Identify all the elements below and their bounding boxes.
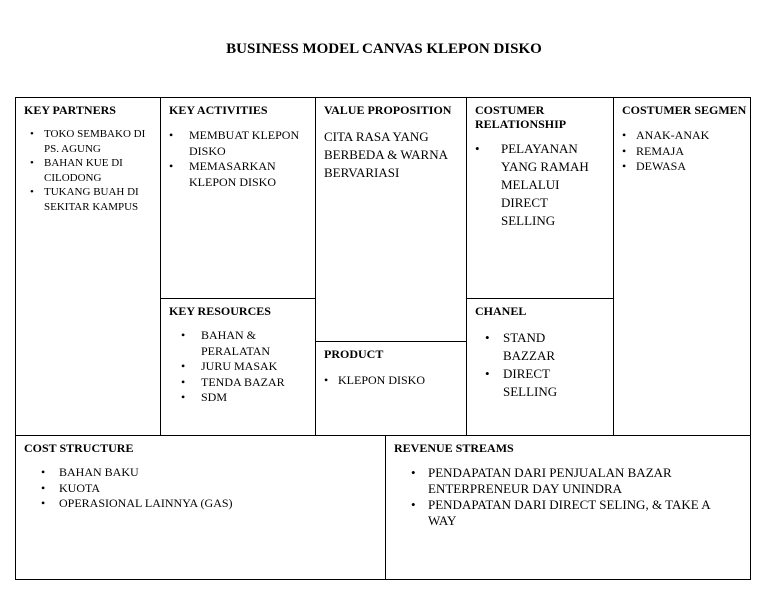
cost-structure-heading: COST STRUCTURE	[24, 441, 134, 455]
value-proposition-heading: VALUE PROPOSITION	[324, 103, 452, 117]
value-proposition-block	[315, 97, 467, 342]
channel-heading: CHANEL	[475, 304, 527, 318]
list-item: • PENDAPATAN DARI PENJUALAN BAZAR ENTERPRENEUR DAY UNINDRA	[411, 465, 740, 497]
list-item: • SDM	[181, 390, 315, 406]
list-item: • BAHAN BAKU	[41, 465, 385, 481]
list-item: • REMAJA	[622, 144, 750, 160]
list-item: • DEWASA	[622, 159, 750, 175]
customer-relationship-list	[467, 140, 613, 230]
list-item: • MEMBUAT KLEPON DISKO	[169, 128, 309, 159]
business-model-canvas	[15, 97, 751, 580]
cost-structure-block	[15, 435, 386, 580]
customer-segment-block	[613, 97, 751, 436]
list-item: • DIRECT SELLING	[485, 365, 563, 401]
list-item: • STAND BAZZAR	[485, 329, 563, 365]
key-activities-list	[161, 128, 315, 190]
list-item: • KLEPON DISKO	[324, 373, 466, 389]
customer-relationship-heading: COSTUMER RELATIONSHIP	[475, 103, 567, 131]
list-item: • BAHAN & PERALATAN	[181, 328, 285, 359]
key-partners-block	[15, 97, 161, 436]
revenue-streams-list	[386, 465, 750, 529]
product-list	[316, 373, 466, 389]
list-item: • MEMASARKAN KLEPON DISKO	[169, 159, 309, 190]
key-resources-heading: KEY RESOURCES	[169, 304, 271, 318]
key-activities-heading: KEY ACTIVITIES	[169, 103, 268, 117]
list-item: • ANAK-ANAK	[622, 128, 750, 144]
list-item: • PENDAPATAN DARI DIRECT SELING, & TAKE A WAY	[411, 497, 740, 529]
list-item: • JURU MASAK	[181, 359, 315, 375]
list-item: • TOKO SEMBAKO DI PS. AGUNG	[24, 127, 156, 156]
cost-structure-list	[16, 465, 385, 512]
customer-segment-heading: COSTUMER SEGMEN	[622, 103, 747, 117]
revenue-streams-block	[385, 435, 751, 580]
list-item: • OPERASIONAL LAINNYA (GAS)	[41, 496, 385, 512]
key-partners-list	[16, 127, 160, 214]
customer-relationship-block	[466, 97, 614, 299]
list-item: • PELAYANAN YANG RAMAH MELALUI DIRECT SELLING	[475, 140, 599, 230]
list-item: • KUOTA	[41, 481, 385, 497]
list-item: • TUKANG BUAH DI SEKITAR KAMPUS	[24, 185, 156, 214]
product-heading: PRODUCT	[324, 347, 384, 361]
revenue-streams-heading: REVENUE STREAMS	[394, 441, 514, 455]
value-proposition-text: CITA RASA YANG BERBEDA & WARNA BERVARIASI	[324, 129, 448, 180]
key-resources-list	[161, 328, 315, 406]
key-resources-block	[160, 298, 316, 436]
customer-segment-list	[614, 128, 750, 175]
key-activities-block	[160, 97, 316, 299]
list-item: • TENDA BAZAR	[181, 375, 315, 391]
product-block	[315, 341, 467, 436]
key-partners-heading: KEY PARTNERS	[24, 103, 116, 117]
list-item: • BAHAN KUE DI CILODONG	[24, 156, 156, 185]
channel-list	[467, 329, 613, 401]
channel-block	[466, 298, 614, 436]
page-title: BUSINESS MODEL CANVAS KLEPON DISKO	[226, 41, 542, 57]
